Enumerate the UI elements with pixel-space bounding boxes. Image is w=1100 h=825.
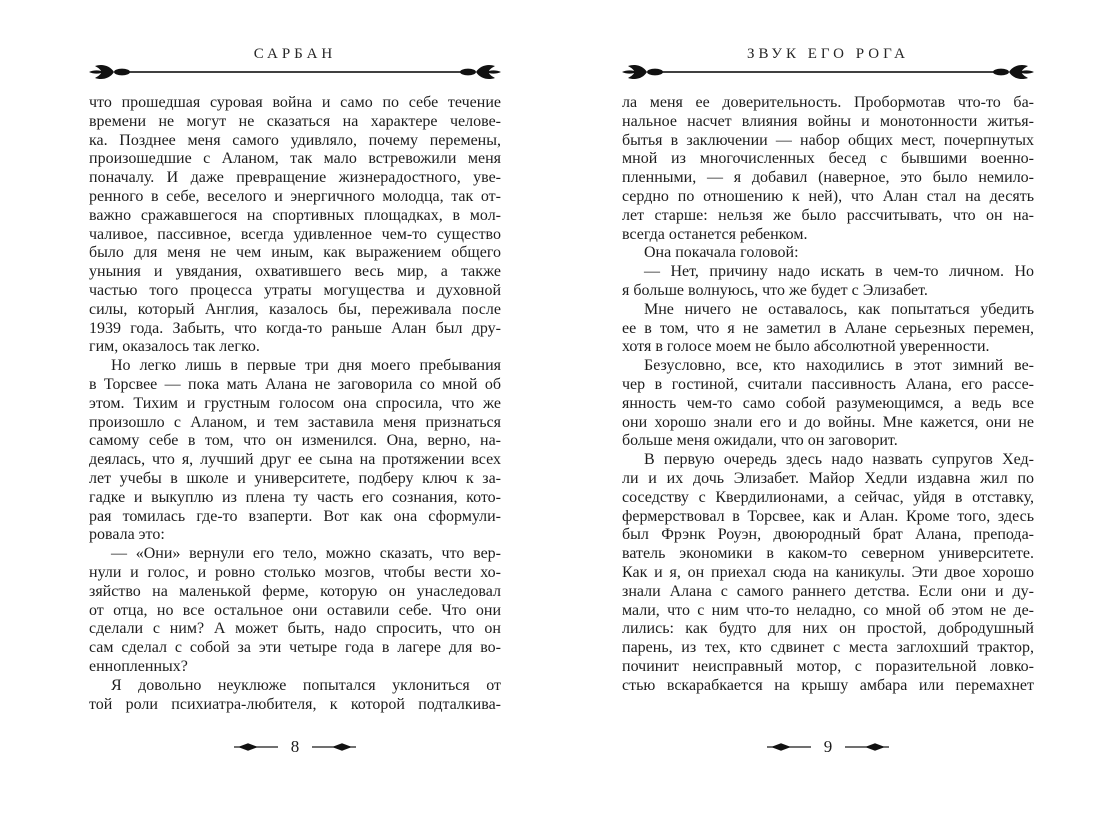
page-number: 9 xyxy=(823,737,833,756)
page-footer xyxy=(89,738,501,755)
text-line: сам сделал с собой за эти четыре года в лагере для во- xyxy=(89,639,501,657)
text-line: уныния и увядания, охватившего весь мир, а также xyxy=(89,263,501,281)
footer-arrow-right-icon xyxy=(312,741,356,753)
text-line: — Нет, причину надо искать в чем-то личном. Но xyxy=(644,263,1034,281)
footer-arrow-left-icon xyxy=(767,741,811,753)
text-line: поначалу. И даже превращение жизнерадостного, уве- xyxy=(89,169,501,187)
text-line: ровала это: xyxy=(89,526,165,544)
text-line: гим, оказалось так легко. xyxy=(89,338,260,356)
text-line: ватель экономики в каком-то северном университете. xyxy=(622,545,1034,563)
text-line: Она покачала головой: xyxy=(644,244,799,262)
text-line: мали, что с ним что-то неладно, со мной об этом не де- xyxy=(622,601,1034,619)
text-line: лет старше: нельзя же было рассчитывать, что он на- xyxy=(622,206,1034,224)
text-line: Как и я, он приехал сюда на каникулы. Эти двое хорошо xyxy=(622,563,1034,581)
text-line: нули и голос, и ровно столько мозгов, чтобы вести хо- xyxy=(89,563,501,581)
text-line: ее в том, что я не заметил в Алане серьезных перемен, xyxy=(622,319,1034,337)
bead-icon xyxy=(460,69,476,76)
text-line: янность чем-то само собой разумеющимся, а ведь все xyxy=(622,394,1034,412)
text-line: ка. Позднее меня самого удивляло, почему перемены, xyxy=(89,131,501,149)
text-line: починит неисправный мотор, с поразительной ловко- xyxy=(622,657,1034,675)
header-ornament-rule xyxy=(89,63,501,81)
bead-icon xyxy=(647,69,663,76)
text-line: Но легко лишь в первые три дня моего пребывания xyxy=(111,357,501,375)
text-line: было для меня не чем иным, как выражением общего xyxy=(89,244,501,262)
text-line: парень, из тех, кто сдвинет с места заглохший трактор, xyxy=(622,639,1034,657)
text-line: этом. Тихим и грустным голосом она спросила, что же xyxy=(89,394,501,412)
text-line: Мне ничего не оставалось, как попытаться убедить xyxy=(644,300,1034,318)
text-line: стью вскарабкается на крышу амбара или перемахнет xyxy=(622,676,1034,694)
text-line: бытья в заключении — набор общих мест, почерпнутых xyxy=(622,131,1034,149)
page-number: 8 xyxy=(290,737,300,756)
text-line: я больше волнуюсь, что же будет с Элизабет. xyxy=(622,281,928,299)
leaf-flourish-icon xyxy=(89,65,114,79)
footer-arrow-left-icon xyxy=(234,741,278,753)
text-line: той роли психиатра-любителя, к которой подталкива- xyxy=(89,695,501,713)
text-line: времени не могут не сказаться на характере челове- xyxy=(89,112,501,130)
leaf-flourish-icon xyxy=(476,65,501,79)
leaf-flourish-icon xyxy=(1009,65,1034,79)
text-line: Безусловно, все, кто находились в этот зимний ве- xyxy=(644,357,1034,375)
text-line: мной из многочисленных бесед с бывшими военно- xyxy=(622,150,1034,168)
text-line: чаливое, пассивное, всегда удивленное чем-то существо xyxy=(89,225,501,243)
text-line: был Фрэнк Роуэн, двоюродный брат Алана, препода- xyxy=(622,526,1034,544)
text-line: соседству с Квердилионами, а сейчас, уйдя в отставку, xyxy=(622,488,1034,506)
text-line: лет учебы в школе и университете, подберу ключ к за- xyxy=(89,469,501,487)
text-line: самому себе в том, что он изменился. Она, верно, на- xyxy=(89,432,501,450)
text-line: чер в гостиной, считали пассивность Алана, его рассе- xyxy=(622,375,1034,393)
text-line: фермерствовал в Торсвее, как и Алан. Кроме того, здесь xyxy=(622,507,1034,525)
running-head-title: ЗВУК ЕГО РОГА xyxy=(747,46,909,62)
text-line: в Торсвее — пока мать Алана не заговорила со мной об xyxy=(89,375,501,393)
text-line: частью того процесса утраты могущества и духовной xyxy=(89,281,501,299)
text-line: пленными, — я добавил (наверное, это было немило- xyxy=(622,169,1034,187)
text-line: они хорошо знали его и до войны. Мне кажется, они не xyxy=(622,413,1034,431)
text-line: ла меня ее доверительность. Пробормотав что-то ба- xyxy=(622,94,1034,111)
text-line: — «Они» вернули его тело, можно сказать, что вер- xyxy=(111,545,501,563)
body-text xyxy=(89,94,501,714)
text-line: лились: как будто для них он простой, добродушный xyxy=(622,620,1034,638)
text-line: ренного в себе, веселого и энергичного молодца, так от- xyxy=(89,187,501,205)
text-line: В первую очередь здесь надо назвать супругов Хед- xyxy=(644,451,1034,469)
text-line: гадке и выкуплю из плена ту часть его сознания, кото- xyxy=(89,488,501,506)
running-head-author: САРБАН xyxy=(253,46,337,62)
text-line: всегда останется ребенком. xyxy=(622,225,808,243)
text-line: хотя в голосе моем не было абсолютной уверенности. xyxy=(622,338,990,356)
text-line: рая томилась где-то взаперти. Вот как она сформули- xyxy=(89,507,501,525)
bead-icon xyxy=(993,69,1009,76)
text-line: больше меня ожидали, что он заговорит. xyxy=(622,432,898,450)
text-line: сердно по отношению к ней), что Алан стал на десять xyxy=(622,187,1034,205)
text-line: важно сражавшегося на спортивных площадках, в мол- xyxy=(89,206,501,224)
leaf-flourish-icon xyxy=(622,65,647,79)
text-line: от отца, но все остальное они оставили себе. Что они xyxy=(89,601,501,619)
text-line: нальное насчет влияния войны и монотонности житья- xyxy=(622,112,1034,130)
body-text xyxy=(622,94,1034,696)
text-line: что прошедшая суровая война и само по себе течение xyxy=(89,94,501,111)
text-line: произошло с Аланом, и тем заставила меня признаться xyxy=(89,413,501,431)
header-ornament-rule xyxy=(622,63,1034,81)
text-line: деялась, что я, лучший друг ее сына на протяжении всех xyxy=(89,451,501,469)
text-line: 1939 года. Забыть, что когда-то раньше Алан был дру- xyxy=(89,319,501,337)
text-line: сделали с ним? А может быть, надо спросить, что он xyxy=(89,620,501,638)
text-line: зяйство на маленькой ферме, которую он унаследовал xyxy=(89,582,501,600)
page-footer xyxy=(622,738,1034,755)
text-line: произошедшие с Аланом, так мало встревожили меня xyxy=(89,150,501,168)
text-line: еннопленных? xyxy=(89,657,188,675)
text-line: ли и их дочь Элизабет. Майор Хедли издавна жил по xyxy=(622,469,1034,487)
text-line: Я довольно неуклюже попытался уклониться от xyxy=(111,676,501,694)
footer-arrow-right-icon xyxy=(845,741,889,753)
text-line: знали Алана с самого раннего детства. Если они и ду- xyxy=(622,582,1034,600)
page-right xyxy=(550,0,1100,825)
text-line: силы, который Англия, казалось бы, переживала после xyxy=(89,300,501,318)
bead-icon xyxy=(114,69,130,76)
